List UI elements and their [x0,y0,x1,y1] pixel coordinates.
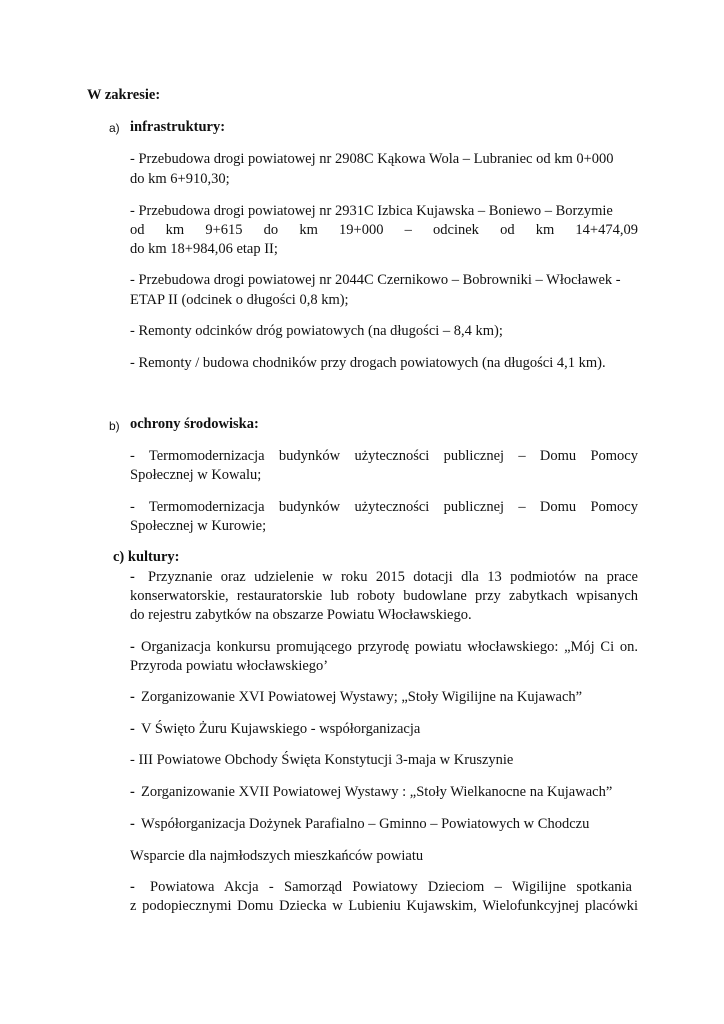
list-bullet: - [130,689,135,705]
section-b-title: ochrony środowiska: [130,416,259,432]
list-marker-a: a) [109,121,120,135]
section-a-title: infrastruktury: [130,119,226,135]
list-item: - III Powiatowe Obchody Święta Konstytucji 3-maja w Kruszynie [130,752,514,768]
list-item: - Termomodernizacja budynków użyteczności publicznej – Domu Pomocy [130,448,638,464]
list-item-continuation: konserwatorskie, restauratorskie lub roboty budowlane przy zabytkach wpisanych [130,588,638,604]
list-item-continuation: od km 9+615 do km 19+000 – odcinek od km 14+474,09 [130,222,638,238]
list-item: - Termomodernizacja budynków użyteczności publicznej – Domu Pomocy [130,499,638,515]
list-item-continuation: do km 6+910,30; [130,171,230,187]
list-bullet: - [130,784,135,800]
list-item: - Przebudowa drogi powiatowej nr 2931C Izbica Kujawska – Boniewo – Borzymie [130,203,613,219]
list-item-continuation: do rejestru zabytków na obszarze Powiatu Włocławskiego. [130,607,472,623]
list-item-continuation: do km 18+984,06 etap II; [130,241,278,257]
list-bullet: - [130,816,135,832]
list-item: Organizacja konkursu promującego przyrodę powiatu włocławskiego: „Mój Ci on. [141,639,638,655]
list-bullet: - [130,879,135,895]
list-item: - Przebudowa drogi powiatowej nr 2044C Czernikowo – Bobrowniki – Włocławek - [130,272,621,288]
list-bullet: - [130,569,135,585]
section-c-title: c) kultury: [113,549,180,565]
list-item-continuation: Społecznej w Kurowie; [130,518,267,534]
list-bullet: - [130,639,135,655]
list-item: Zorganizowanie XVI Powiatowej Wystawy; „Stoły Wigilijne na Kujawach” [141,689,583,705]
section-heading: W zakresie: [87,87,161,103]
list-marker-b: b) [109,419,120,433]
list-item-continuation: Przyroda powiatu włocławskiego’ [130,658,329,674]
list-item: Zorganizowanie XVII Powiatowej Wystawy : „Stoły Wielkanocne na Kujawach” [141,784,613,800]
list-item: Przyznanie oraz udzielenie w roku 2015 dotacji dla 13 podmiotów na prace [148,569,638,585]
list-item: - Przebudowa drogi powiatowej nr 2908C Kąkowa Wola – Lubraniec od km 0+000 [130,151,614,167]
list-item-continuation: ETAP II (odcinek o długości 0,8 km); [130,292,349,308]
list-item: Powiatowa Akcja - Samorząd Powiatowy Dzieciom – Wigilijne spotkania [150,879,632,895]
list-item: - Remonty odcinków dróg powiatowych (na długości – 8,4 km); [130,323,503,339]
list-item: Współorganizacja Dożynek Parafialno – Gminno – Powiatowych w Chodczu [141,816,590,832]
list-item: V Święto Żuru Kujawskiego - współorganizacja [141,721,421,737]
support-heading: Wsparcie dla najmłodszych mieszkańców powiatu [130,848,424,864]
list-bullet: - [130,721,135,737]
list-item-continuation: Społecznej w Kowalu; [130,467,262,483]
list-item-continuation: z podopiecznymi Domu Dziecka w Lubieniu Kujawskim, Wielofunkcyjnej placówki [130,898,638,914]
list-item: - Remonty / budowa chodników przy drogach powiatowych (na długości 4,1 km). [130,355,606,371]
